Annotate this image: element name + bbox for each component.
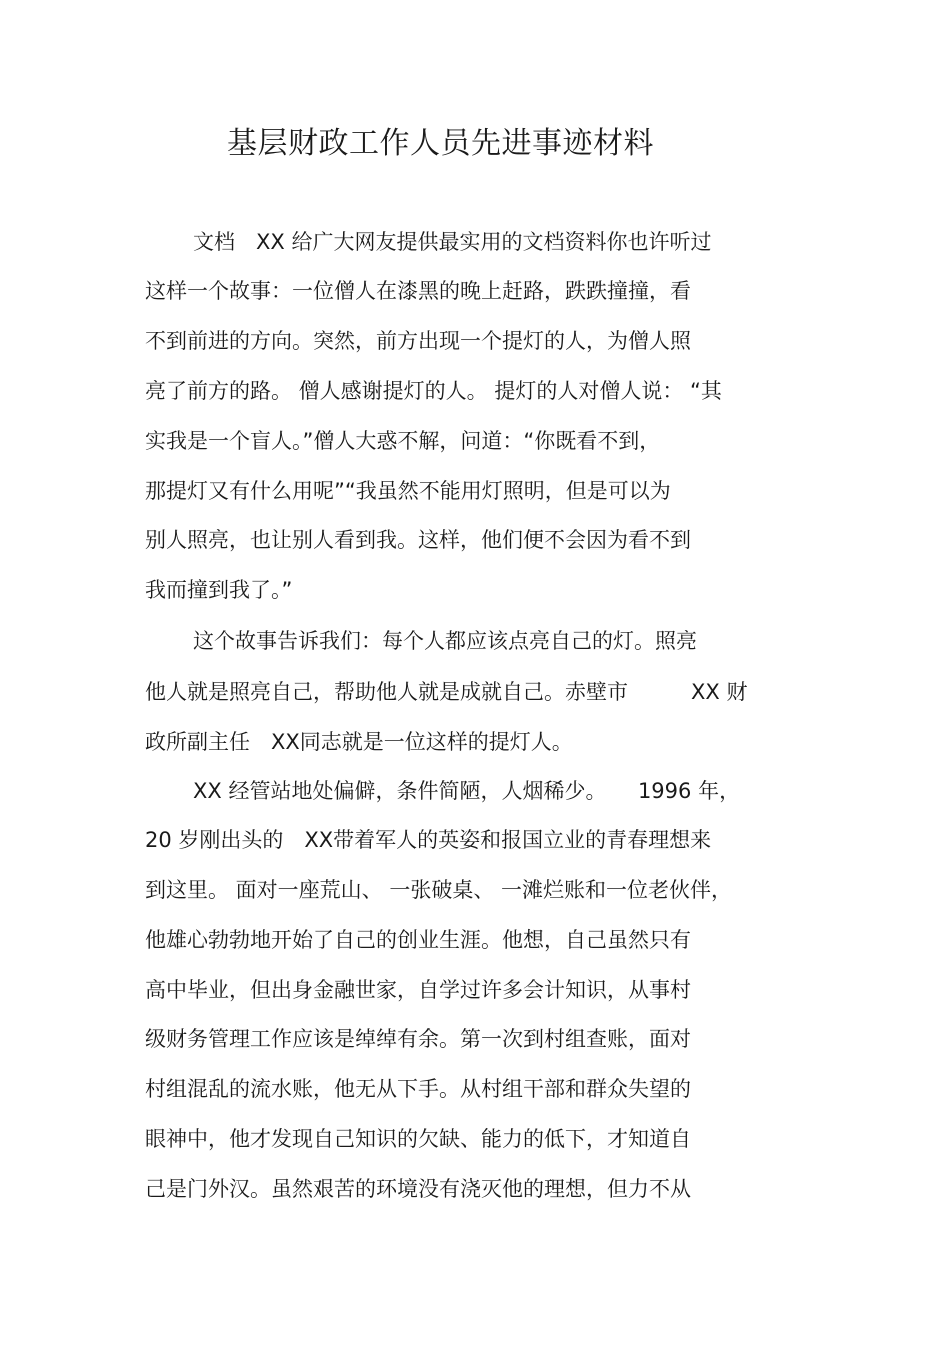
text-line: 这个故事告诉我们：每个人都应该点亮自己的灯。照亮: [193, 629, 697, 653]
text-line: 别人照亮，也让别人看到我。这样，他们便不会因为看不到: [145, 528, 691, 552]
text-line: XX 经管站地处偏僻，条件简陋，人烟稀少。 1996 年，: [193, 779, 741, 803]
document-title: 基层财政工作人员先进事迹材料: [227, 126, 654, 161]
text-line: 文档 XX 给广大网友提供最实用的文档资料你也许听过: [193, 230, 712, 254]
text-line: 我而撞到我了。”: [145, 578, 293, 602]
text-line: 村组混乱的流水账，他无从下手。从村组干部和群众失望的: [145, 1077, 691, 1101]
text-line: 他雄心勃勃地开始了自己的创业生涯。他想，自己虽然只有: [145, 928, 691, 952]
text-line: 20 岁刚出头的 XX带着军人的英姿和报国立业的青春理想来: [145, 828, 712, 852]
text-line: 他人就是照亮自己，帮助他人就是成就自己。赤壁市 XX 财: [145, 680, 748, 704]
text-line: 实我是一个盲人。”僧人大惑不解，问道：“你既看不到，: [145, 429, 661, 453]
text-line: 不到前进的方向。突然，前方出现一个提灯的人，为僧人照: [145, 329, 691, 353]
text-line: 级财务管理工作应该是绰绰有余。第一次到村组查账，面对: [145, 1027, 691, 1051]
text-line: 亮了前方的路。 僧人感谢提灯的人。 提灯的人对僧人说： “其: [145, 379, 722, 403]
text-line: 这样一个故事：一位僧人在漆黑的晚上赶路，跌跌撞撞，看: [145, 279, 691, 303]
text-line: 高中毕业，但出身金融世家，自学过许多会计知识，从事村: [145, 978, 691, 1002]
text-line: 己是门外汉。虽然艰苦的环境没有浇灭他的理想，但力不从: [145, 1177, 691, 1201]
text-line: 政所副主任 XX同志就是一位这样的提灯人。: [145, 730, 573, 754]
text-line: 到这里。 面对一座荒山、 一张破桌、 一滩烂账和一位老伙伴，: [145, 878, 733, 902]
text-line: 眼神中，他才发现自己知识的欠缺、能力的低下，才知道自: [145, 1127, 691, 1151]
text-line: 那提灯又有什么用呢”“我虽然不能用灯照明，但是可以为: [145, 479, 671, 503]
